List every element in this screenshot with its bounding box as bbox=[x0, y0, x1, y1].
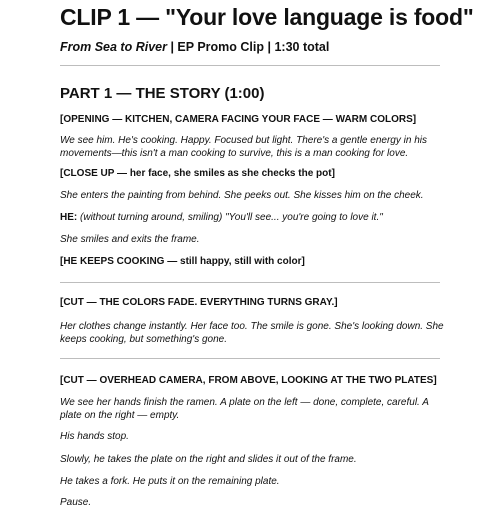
scene-cue-overhead: [CUT — OVERHEAD CAMERA, FROM ABOVE, LOOKING AT THE TWO PLATES] bbox=[60, 375, 437, 386]
dialogue-text: "You'll see... you're going to love it." bbox=[225, 212, 383, 223]
scene-description-overhead: We see her hands finish the ramen. A plate on the left — done, complete, careful. A plate on the right — empty. bbox=[60, 397, 429, 421]
scene-description-fork: He takes a fork. He puts it on the remaining plate. bbox=[60, 476, 280, 487]
scene-description-slide: Slowly, he takes the plate on the right and slides it out of the frame. bbox=[60, 454, 357, 465]
scene-description-closeup: She enters the painting from behind. She peeks out. She kisses him on the cheek. bbox=[60, 190, 424, 201]
document-title: CLIP 1 — "Your love language is food" bbox=[60, 4, 474, 30]
parenthetical: (without turning around, smiling) bbox=[77, 212, 226, 223]
scene-description-hands-stop: His hands stop. bbox=[60, 431, 129, 442]
speaker-label: HE: bbox=[60, 212, 78, 223]
clip-info: | EP Promo Clip | 1:30 total bbox=[166, 40, 330, 54]
scene-description-pause: Pause. bbox=[60, 497, 92, 508]
scene-description-opening: We see him. He's cooking. Happy. Focused but light. There's a gentle energy in his movements—this isn't a man cooking to survive, this is a man cooking for love. bbox=[60, 135, 427, 159]
show-name: From Sea to River bbox=[60, 40, 167, 54]
scene-description-exit: She smiles and exits the frame. bbox=[60, 234, 200, 245]
dialogue-line bbox=[60, 211, 444, 224]
scene-cue-fade: [CUT — THE COLORS FADE. EVERYTHING TURNS GRAY.] bbox=[60, 297, 338, 308]
scene-cue-closeup: [CLOSE UP — her face, she smiles as she checks the pot] bbox=[60, 168, 335, 179]
part-heading: PART 1 — THE STORY (1:00) bbox=[60, 85, 265, 102]
scene-cue-opening: [OPENING — KITCHEN, CAMERA FACING YOUR FACE — WARM COLORS] bbox=[60, 114, 417, 125]
scene-cue-keeps-cooking: [HE KEEPS COOKING — still happy, still with color] bbox=[60, 256, 305, 267]
scene-description-fade: Her clothes change instantly. Her face too. The smile is gone. She's looking down. She keeps cooking, but something's gone. bbox=[60, 321, 444, 345]
divider bbox=[60, 358, 440, 359]
document-subtitle bbox=[60, 40, 329, 54]
divider bbox=[60, 282, 440, 283]
divider bbox=[60, 65, 440, 66]
